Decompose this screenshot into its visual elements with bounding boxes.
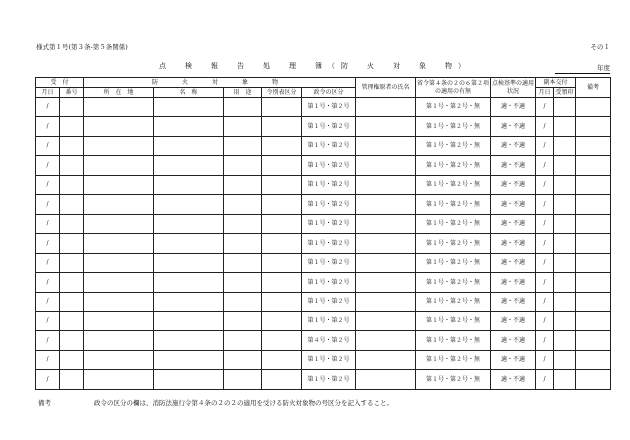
page-title: 点 検 報 告 処 理 簿（防 火 対 象 物） xyxy=(159,62,471,70)
inspection-status-cell: 適・不適 xyxy=(491,175,536,194)
address-cell xyxy=(84,136,154,155)
ordinance-class-cell: 第１号・第２号 xyxy=(302,273,356,292)
address-cell xyxy=(84,117,154,136)
ordinance-article-cell: 第１号・第２号・無 xyxy=(416,117,491,136)
copy-delivery-header: 副本交付 xyxy=(536,78,576,88)
name-cell xyxy=(154,195,224,214)
manager-name-cell xyxy=(356,214,416,233)
ordinance-class-header: 政令の区分 xyxy=(302,88,356,98)
usage-cell xyxy=(224,273,262,292)
ordinance-article-cell: 第１号・第２号・無 xyxy=(416,98,491,117)
ordinance-article-cell: 第１号・第２号・無 xyxy=(416,370,491,390)
copy-date-cell: / xyxy=(536,350,554,369)
number-cell xyxy=(60,117,84,136)
inspection-status-cell: 適・不適 xyxy=(491,311,536,330)
table-row xyxy=(36,311,611,330)
manager-name-cell xyxy=(356,370,416,390)
table-row xyxy=(36,370,611,390)
copy-date-cell: / xyxy=(536,117,554,136)
copy-date-cell: / xyxy=(536,98,554,117)
remarks-cell xyxy=(576,273,611,292)
table-row xyxy=(36,292,611,311)
table-row xyxy=(36,350,611,369)
copy-receipt-seal-cell xyxy=(554,156,576,175)
address-cell xyxy=(84,350,154,369)
ordinance-table-class-cell xyxy=(262,214,302,233)
date-cell: / xyxy=(36,156,60,175)
manager-name-cell xyxy=(356,292,416,311)
table-row xyxy=(36,156,611,175)
remarks-header: 備考 xyxy=(576,78,611,98)
copy-date-cell: / xyxy=(536,175,554,194)
receipt-header: 受 付 xyxy=(36,78,84,88)
copy-date-cell: / xyxy=(536,156,554,175)
name-cell xyxy=(154,331,224,350)
ordinance-article-cell: 第１号・第２号・無 xyxy=(416,273,491,292)
ordinance-class-cell: 第１号・第２号 xyxy=(302,253,356,272)
address-cell xyxy=(84,156,154,175)
ordinance-table-class-cell xyxy=(262,234,302,253)
ordinance-class-cell: 第１号・第２号 xyxy=(302,175,356,194)
address-cell xyxy=(84,370,154,390)
inspection-status-cell: 適・不適 xyxy=(491,156,536,175)
usage-cell xyxy=(224,136,262,155)
manager-name-cell xyxy=(356,273,416,292)
usage-cell xyxy=(224,156,262,175)
ordinance-class-cell: 第１号・第２号 xyxy=(302,136,356,155)
ordinance-article-cell: 第１号・第２号・無 xyxy=(416,253,491,272)
usage-cell xyxy=(224,311,262,330)
ordinance-article-cell: 第１号・第２号・無 xyxy=(416,195,491,214)
table-row xyxy=(36,136,611,155)
remarks-cell xyxy=(576,292,611,311)
date-cell: / xyxy=(36,98,60,117)
inspection-register-table xyxy=(35,77,611,390)
ordinance-article-header: 省令第４条の２の６第２項の適用の有無 xyxy=(416,78,491,98)
table-row xyxy=(36,331,611,350)
ordinance-table-class-cell xyxy=(262,331,302,350)
date-cell: / xyxy=(36,311,60,330)
number-cell xyxy=(60,195,84,214)
remarks-cell xyxy=(576,195,611,214)
inspection-status-cell: 適・不適 xyxy=(491,253,536,272)
table-row xyxy=(36,195,611,214)
inspection-status-cell: 適・不適 xyxy=(491,117,536,136)
date-cell: / xyxy=(36,117,60,136)
page-number: その１ xyxy=(590,43,610,51)
ordinance-table-class-cell xyxy=(262,156,302,175)
number-cell xyxy=(60,292,84,311)
ordinance-class-cell: 第１号・第２号 xyxy=(302,117,356,136)
inspection-status-cell: 適・不適 xyxy=(491,98,536,117)
name-cell xyxy=(154,214,224,233)
name-cell xyxy=(154,136,224,155)
usage-cell xyxy=(224,234,262,253)
remarks-cell xyxy=(576,136,611,155)
date-cell: / xyxy=(36,234,60,253)
ordinance-article-cell: 第１号・第２号・無 xyxy=(416,156,491,175)
name-header: 名 称 xyxy=(154,88,224,98)
number-cell xyxy=(60,331,84,350)
remarks-cell xyxy=(576,156,611,175)
ordinance-table-class-cell xyxy=(262,175,302,194)
date-cell: / xyxy=(36,136,60,155)
table-row xyxy=(36,234,611,253)
ordinance-table-class-cell xyxy=(262,117,302,136)
fire-object-header: 防 火 対 象 物 xyxy=(84,78,356,88)
ordinance-class-cell: 第１号・第２号 xyxy=(302,350,356,369)
copy-receipt-seal-cell xyxy=(554,350,576,369)
manager-name-header: 管理権原者の氏名 xyxy=(356,78,416,98)
usage-header: 用 途 xyxy=(224,88,262,98)
usage-cell xyxy=(224,175,262,194)
manager-name-cell xyxy=(356,234,416,253)
address-cell xyxy=(84,214,154,233)
address-cell xyxy=(84,98,154,117)
ordinance-class-cell: 第１号・第２号 xyxy=(302,98,356,117)
manager-name-cell xyxy=(356,253,416,272)
number-cell xyxy=(60,273,84,292)
copy-date-cell: / xyxy=(536,273,554,292)
number-cell xyxy=(60,98,84,117)
copy-date-cell: / xyxy=(536,370,554,390)
manager-name-cell xyxy=(356,98,416,117)
inspection-status-cell: 適・不適 xyxy=(491,136,536,155)
date-cell: / xyxy=(36,195,60,214)
table-row xyxy=(36,98,611,117)
ordinance-article-cell: 第１号・第２号・無 xyxy=(416,234,491,253)
ordinance-class-cell: 第１号・第２号 xyxy=(302,292,356,311)
date-cell: / xyxy=(36,350,60,369)
ordinance-class-cell: 第１号・第２号 xyxy=(302,214,356,233)
name-cell xyxy=(154,117,224,136)
ordinance-article-cell: 第１号・第２号・無 xyxy=(416,292,491,311)
number-cell xyxy=(60,370,84,390)
ordinance-article-cell: 第１号・第２号・無 xyxy=(416,311,491,330)
number-cell xyxy=(60,234,84,253)
usage-cell xyxy=(224,253,262,272)
inspection-status-cell: 適・不適 xyxy=(491,331,536,350)
remarks-cell xyxy=(576,175,611,194)
table-row xyxy=(36,253,611,272)
footer-label: 備考 xyxy=(38,399,51,407)
inspection-status-cell: 適・不適 xyxy=(491,370,536,390)
date-cell: / xyxy=(36,292,60,311)
ordinance-class-cell: 第１号・第２号 xyxy=(302,234,356,253)
inspection-status-cell: 適・不適 xyxy=(491,292,536,311)
copy-receipt-seal-cell xyxy=(554,311,576,330)
address-cell xyxy=(84,253,154,272)
manager-name-cell xyxy=(356,195,416,214)
year-label: 年度 xyxy=(555,63,610,74)
copy-receipt-seal-cell xyxy=(554,214,576,233)
ordinance-table-class-cell xyxy=(262,273,302,292)
date-cell: / xyxy=(36,214,60,233)
number-cell xyxy=(60,136,84,155)
address-cell xyxy=(84,175,154,194)
date-cell: / xyxy=(36,253,60,272)
number-header: 番号 xyxy=(60,88,84,98)
copy-month-day-header: 月日 xyxy=(536,88,554,98)
name-cell xyxy=(154,370,224,390)
remarks-cell xyxy=(576,214,611,233)
number-cell xyxy=(60,350,84,369)
copy-receipt-seal-cell xyxy=(554,253,576,272)
copy-receipt-seal-cell xyxy=(554,195,576,214)
copy-receipt-seal-cell xyxy=(554,292,576,311)
ordinance-article-cell: 第１号・第２号・無 xyxy=(416,331,491,350)
ordinance-table-class-cell xyxy=(262,350,302,369)
ordinance-article-cell: 第１号・第２号・無 xyxy=(416,350,491,369)
ordinance-table-class-cell xyxy=(262,253,302,272)
copy-receipt-seal-cell xyxy=(554,234,576,253)
ordinance-article-cell: 第１号・第２号・無 xyxy=(416,175,491,194)
table-row xyxy=(36,117,611,136)
usage-cell xyxy=(224,331,262,350)
usage-cell xyxy=(224,195,262,214)
copy-receipt-seal-cell xyxy=(554,175,576,194)
ordinance-table-class-cell xyxy=(262,136,302,155)
name-cell xyxy=(154,292,224,311)
copy-receipt-seal-cell xyxy=(554,370,576,390)
name-cell xyxy=(154,156,224,175)
copy-receipt-seal-cell xyxy=(554,136,576,155)
footer-note: 政令の区分の欄は、消防法施行令第４条の２の２の適用を受ける防火対象物の号区分を記入すること。 xyxy=(94,399,393,407)
ordinance-class-cell: 第１号・第２号 xyxy=(302,311,356,330)
table-row xyxy=(36,273,611,292)
usage-cell xyxy=(224,117,262,136)
form-number: 様式第１号(第３条-第５条関係) xyxy=(36,43,128,51)
copy-receipt-seal-cell xyxy=(554,273,576,292)
inspection-status-cell: 適・不適 xyxy=(491,350,536,369)
ordinance-table-class-cell xyxy=(262,292,302,311)
manager-name-cell xyxy=(356,350,416,369)
remarks-cell xyxy=(576,350,611,369)
address-header: 所 在 地 xyxy=(84,88,154,98)
table-row xyxy=(36,175,611,194)
manager-name-cell xyxy=(356,117,416,136)
date-cell: / xyxy=(36,175,60,194)
manager-name-cell xyxy=(356,136,416,155)
ordinance-table-class-cell xyxy=(262,195,302,214)
ordinance-class-cell: 第４号・第２号 xyxy=(302,331,356,350)
name-cell xyxy=(154,175,224,194)
copy-receipt-seal-cell xyxy=(554,331,576,350)
inspection-status-cell: 適・不適 xyxy=(491,214,536,233)
usage-cell xyxy=(224,350,262,369)
address-cell xyxy=(84,331,154,350)
copy-date-cell: / xyxy=(536,136,554,155)
ordinance-table-class-cell xyxy=(262,311,302,330)
inspection-status-cell: 適・不適 xyxy=(491,273,536,292)
remarks-cell xyxy=(576,98,611,117)
number-cell xyxy=(60,311,84,330)
copy-date-cell: / xyxy=(536,253,554,272)
remarks-cell xyxy=(576,117,611,136)
remarks-cell xyxy=(576,253,611,272)
usage-cell xyxy=(224,292,262,311)
ordinance-table-class-cell xyxy=(262,98,302,117)
ordinance-table-class-cell xyxy=(262,370,302,390)
name-cell xyxy=(154,253,224,272)
date-cell: / xyxy=(36,273,60,292)
name-cell xyxy=(154,350,224,369)
ordinance-class-cell: 第１号・第２号 xyxy=(302,195,356,214)
manager-name-cell xyxy=(356,175,416,194)
inspection-standard-header: 点検基準の適用状況 xyxy=(491,78,536,98)
name-cell xyxy=(154,234,224,253)
address-cell xyxy=(84,195,154,214)
ordinance-article-cell: 第１号・第２号・無 xyxy=(416,136,491,155)
name-cell xyxy=(154,311,224,330)
number-cell xyxy=(60,214,84,233)
address-cell xyxy=(84,273,154,292)
copy-receipt-seal-cell xyxy=(554,98,576,117)
usage-cell xyxy=(224,98,262,117)
inspection-status-cell: 適・不適 xyxy=(491,234,536,253)
usage-cell xyxy=(224,370,262,390)
remarks-cell xyxy=(576,331,611,350)
copy-date-cell: / xyxy=(536,331,554,350)
date-cell: / xyxy=(36,370,60,390)
ordinance-class-cell: 第１号・第２号 xyxy=(302,156,356,175)
copy-date-cell: / xyxy=(536,214,554,233)
copy-receipt-seal-cell xyxy=(554,117,576,136)
manager-name-cell xyxy=(356,156,416,175)
copy-date-cell: / xyxy=(536,311,554,330)
number-cell xyxy=(60,156,84,175)
number-cell xyxy=(60,175,84,194)
ordinance-class-cell: 第１号・第２号 xyxy=(302,370,356,390)
manager-name-cell xyxy=(356,311,416,330)
month-day-header: 月日 xyxy=(36,88,60,98)
copy-date-cell: / xyxy=(536,234,554,253)
name-cell xyxy=(154,98,224,117)
number-cell xyxy=(60,253,84,272)
ordinance-table-class-header: 令別表区分 xyxy=(262,88,302,98)
date-cell: / xyxy=(36,331,60,350)
name-cell xyxy=(154,273,224,292)
address-cell xyxy=(84,311,154,330)
remarks-cell xyxy=(576,234,611,253)
remarks-cell xyxy=(576,370,611,390)
ordinance-article-cell: 第１号・第２号・無 xyxy=(416,214,491,233)
address-cell xyxy=(84,292,154,311)
address-cell xyxy=(84,234,154,253)
copy-date-cell: / xyxy=(536,292,554,311)
inspection-status-cell: 適・不適 xyxy=(491,195,536,214)
copy-receipt-seal-header: 受領印 xyxy=(555,88,574,96)
usage-cell xyxy=(224,214,262,233)
table-row xyxy=(36,214,611,233)
manager-name-cell xyxy=(356,331,416,350)
remarks-cell xyxy=(576,311,611,330)
copy-date-cell: / xyxy=(536,195,554,214)
